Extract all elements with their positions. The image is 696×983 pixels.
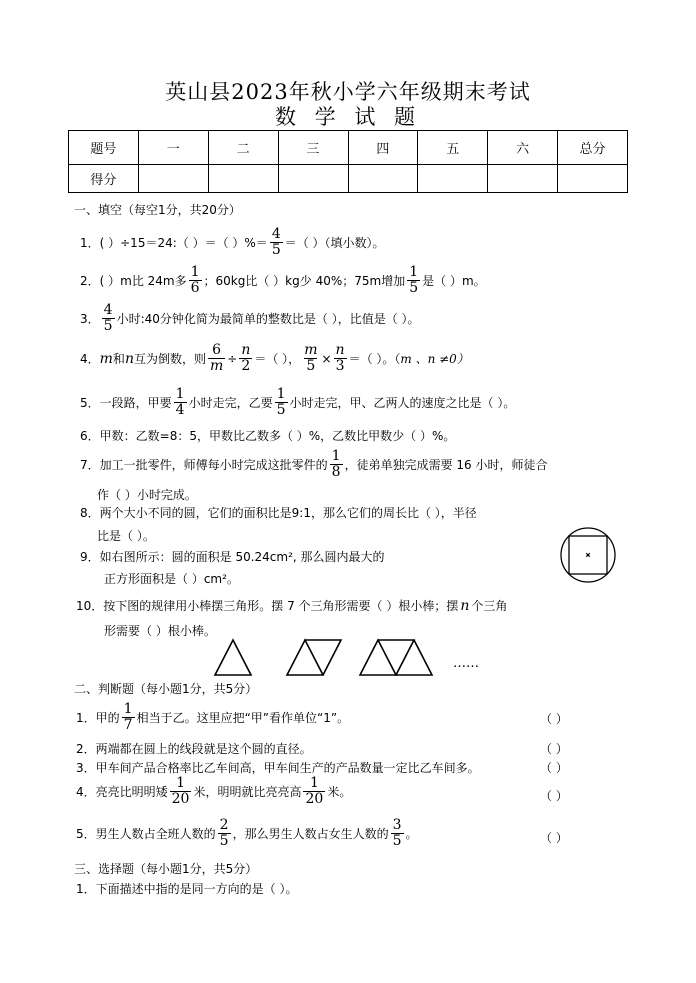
score-cell[interactable] <box>138 165 208 193</box>
text: 10．按下图的规律用小棒摆三角形。摆 7 个三角形需要（ ）根小棒；摆 <box>76 599 459 613</box>
q1-5 <box>80 387 515 418</box>
exam-subtitle: 数 学 试 题 <box>274 105 422 129</box>
q2-4 <box>76 776 351 807</box>
text: ＝（ ）。（ <box>348 352 401 366</box>
text: × <box>321 351 332 366</box>
q3-1: 1．下面描述中指的是同一方向的是（ ）。 <box>76 882 298 896</box>
fraction: $\frac{4}{5}$ <box>271 226 281 258</box>
text: 4．亮亮比明明矮 <box>76 785 168 799</box>
fraction: $\frac{1}{20}$ <box>171 775 190 807</box>
q1-9-cont: 正方形面积是（ ）cm²。 <box>104 572 239 586</box>
text: ＝（ ）（填小数）。 <box>284 236 385 250</box>
text: 小时走完，甲、乙两人的速度之比是（ ）。 <box>289 396 516 410</box>
q1-4 <box>80 343 469 374</box>
q1-7-cont: 作（ ）小时完成。 <box>97 488 197 502</box>
text: ，那么男生人数占女生人数的 <box>232 827 389 841</box>
text: 1．甲的 <box>76 711 120 725</box>
text: 米。 <box>327 785 352 799</box>
q1-10-cont: 形需要（ ）根小棒。 <box>104 624 216 638</box>
fraction: $\frac{1}{7}$ <box>123 701 133 733</box>
text: ÷ <box>227 351 238 366</box>
score-header-cell: 五 <box>418 131 488 165</box>
score-header-cell: 总分 <box>558 131 628 165</box>
text: 4． <box>80 352 100 366</box>
fraction: $\frac{3}{5}$ <box>392 817 402 849</box>
condition: m 、n ≠0） <box>400 352 469 366</box>
text: 3． <box>80 312 100 326</box>
text: 和 <box>112 352 125 366</box>
text: 小时走完，乙要 <box>188 396 273 410</box>
circle-square-figure <box>558 525 618 585</box>
answer-bracket[interactable]: （ ） <box>540 831 568 845</box>
score-cell[interactable] <box>208 165 278 193</box>
section3-heading: 三、选择题（每小题1分，共5分） <box>74 862 258 876</box>
score-header-cell: 四 <box>348 131 418 165</box>
text: 相当于乙。这里应把“甲”看作单位“1”。 <box>136 711 350 725</box>
text: 。 <box>405 827 418 841</box>
q1-10 <box>76 597 507 614</box>
text: 5．男生人数占全班人数的 <box>76 827 216 841</box>
answer-bracket[interactable]: （ ） <box>540 761 568 775</box>
section2-heading: 二、判断题（每小题1分，共5分） <box>74 682 258 696</box>
score-cell[interactable] <box>418 165 488 193</box>
q1-2 <box>80 265 486 296</box>
q2-2: 2．两端都在圆上的线段就是这个圆的直径。 <box>76 742 312 756</box>
var-m: m <box>99 350 113 367</box>
text: ；60kg比（ ）kg少 40%；75m增加 <box>203 274 406 288</box>
q1-8: 8．两个大小不同的圆，它们的面积比是9:1，那么它们的周长比（ ），半径 <box>80 506 477 520</box>
fraction: $\frac{1}{4}$ <box>175 386 185 418</box>
triangle-pattern-figure <box>210 636 450 678</box>
text: 7．加工一批零件，师傅每小时完成这批零件的 <box>80 458 328 472</box>
q1-3 <box>80 303 420 334</box>
q1-7 <box>80 449 547 480</box>
fraction: $\frac{1}{5}$ <box>276 386 286 418</box>
q2-3: 3．甲车间产品合格率比乙车间高，甲车间生产的产品数量一定比乙车间多。 <box>76 761 480 775</box>
text: 5．一段路，甲要 <box>80 396 172 410</box>
score-header-cell: 三 <box>278 131 348 165</box>
score-cell[interactable] <box>348 165 418 193</box>
section1-heading: 一、填空（每空1分，共20分） <box>74 203 241 217</box>
answer-bracket[interactable]: （ ） <box>540 789 568 803</box>
q1-9: 9．如右图所示：圆的面积是 50.24cm², 那么圆内最大的 <box>80 550 385 564</box>
q2-1 <box>76 702 349 733</box>
q1-6: 6．甲数：乙数=8：5，甲数比乙数多（ ）%，乙数比甲数少（ ）%。 <box>80 429 456 443</box>
score-header-cell: 二 <box>208 131 278 165</box>
q1-8-cont: 比是（ ）。 <box>97 529 155 543</box>
text: 是（ ）m。 <box>422 274 486 288</box>
score-header-cell: 题号 <box>69 131 139 165</box>
fraction: $\frac{1}{8}$ <box>331 448 341 480</box>
fraction: $\frac{n}{3}$ <box>335 342 345 374</box>
text: 小时:40分钟化简为最简单的整数比是（ ），比值是（ ）。 <box>116 312 420 326</box>
var-n: n <box>124 350 134 367</box>
text: 1．( ）÷15＝24:（ ）＝（ ）%＝ <box>80 236 268 250</box>
fraction: $\frac{n}{2}$ <box>241 342 251 374</box>
fraction: $\frac{m}{5}$ <box>304 342 318 374</box>
text: ，徒弟单独完成需要 16 小时，师徒合 <box>344 458 548 472</box>
score-cell[interactable] <box>488 165 558 193</box>
answer-bracket[interactable]: （ ） <box>540 712 568 726</box>
q2-5 <box>76 818 418 849</box>
fraction: $\frac{6}{m}$ <box>209 342 224 374</box>
ellipsis: …… <box>453 656 479 671</box>
var-n: n <box>460 597 470 614</box>
text: 2．( ）m比 24m多 <box>80 274 187 288</box>
fraction: $\frac{4}{5}$ <box>103 302 113 334</box>
text: 互为倒数，则 <box>133 352 206 366</box>
score-row-label: 得分 <box>69 165 139 193</box>
fraction: $\frac{1}{20}$ <box>305 775 324 807</box>
score-table <box>68 130 628 193</box>
fraction: $\frac{1}{5}$ <box>409 264 419 296</box>
exam-title: 英山县2023年秋小学六年级期末考试 <box>165 80 531 104</box>
answer-bracket[interactable]: （ ） <box>540 742 568 756</box>
score-header-cell: 六 <box>488 131 558 165</box>
score-cell[interactable] <box>278 165 348 193</box>
text: ＝（ ）， <box>254 352 301 366</box>
score-cell[interactable] <box>558 165 628 193</box>
text: 个三角 <box>471 599 508 613</box>
fraction: $\frac{2}{5}$ <box>219 817 229 849</box>
fraction: $\frac{1}{6}$ <box>190 264 200 296</box>
score-header-cell: 一 <box>138 131 208 165</box>
text: 米，明明就比亮亮高 <box>193 785 302 799</box>
q1-1 <box>80 227 385 258</box>
